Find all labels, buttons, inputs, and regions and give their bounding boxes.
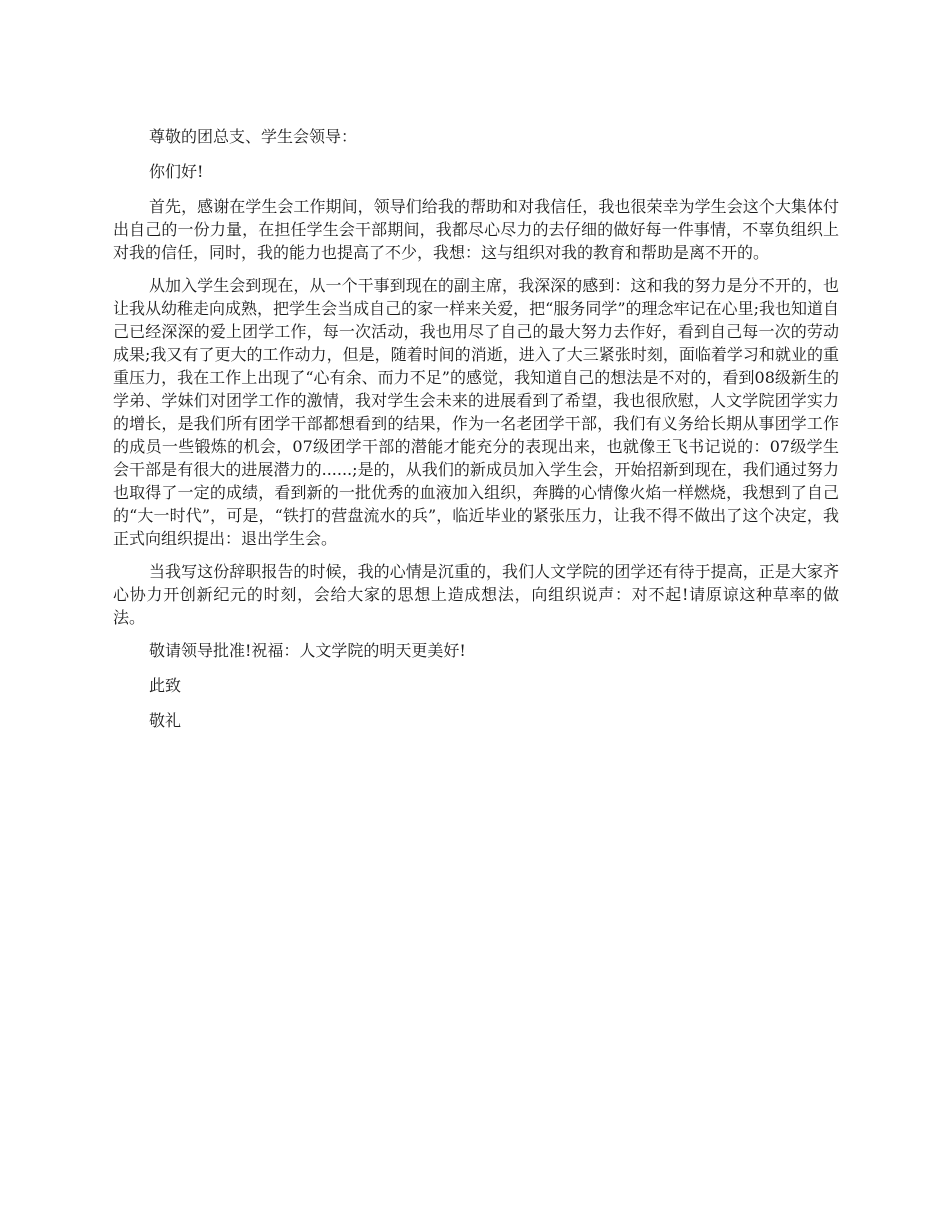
letter-body xyxy=(113,125,839,744)
greeting: 你们好! xyxy=(149,162,204,181)
paragraph-thanks: 首先，感谢在学生会工作期间，领导们给我的帮助和对我信任，我也很荣幸为学生会这个大集体付出自己的一份力量，在担任学生会干部期间，我都尽心尽力的去仔细的做好每一件事情，不辜负组织上对我的信任，同时，我的能力也提高了不少，我想：这与组织对我的教育和帮助是离不开的。 xyxy=(113,197,839,262)
paragraph-apology: 当我写这份辞职报告的时候，我的心情是沉重的，我们人文学院的团学还有待于提高，正是大家齐心协力开创新纪元的时刻，会给大家的思想上造成想法，向组织说声：对不起!请原谅这种草率的做法。 xyxy=(113,562,839,627)
paragraph-experience: 从加入学生会到现在，从一个干事到现在的副主席，我深深的感到：这和我的努力是分不开的，也让我从幼稚走向成熟，把学生会当成自己的家一样来关爱，把“服务同学”的理念牢记在心里;我也知道自己已经深深的爱上团学工作，每一次活动，我也用尽了自己的最大努力去作好，看到自己每一次的劳动成果;我又有了更大的工作动力，但是，随着时间的消逝，进入了大三紧张时刻，面临着学习和就业的重重压力，我在工作上出现了“心有余、而力不足”的感觉，我知道自己的想法是不对的，看到08级新生的学弟、学妹们对团学工作的激情，我对学生会未来的进展看到了希望，我也很欣慰，人文学院团学实力的增长，是我们所有团学干部都想看到的结果，作为一名老团学干部，我们有义务给长期从事团学工作的成员一些锻炼的机会，07级团学干部的潜能才能充分的表现出来，也就像王飞书记说的：07级学生会干部是有很大的进展潜力的......;是的，从我们的新成员加入学生会，开始招新到现在，我们通过努力也取得了一定的成绩，看到新的一批优秀的血液加入组织，奔腾的心情像火焰一样燃烧，我想到了自己的“大一时代”，可是，“铁打的营盘流水的兵”，临近毕业的紧张压力，让我不得不做出了这个决定，我正式向组织提出：退出学生会。 xyxy=(113,276,839,548)
closing-wish: 敬请领导批准!祝福：人文学院的明天更美好! xyxy=(149,641,466,660)
closing-line-2: 敬礼 xyxy=(149,711,182,730)
salutation: 尊敬的团总支、学生会领导： xyxy=(149,127,358,146)
closing-line-1: 此致 xyxy=(149,676,182,695)
